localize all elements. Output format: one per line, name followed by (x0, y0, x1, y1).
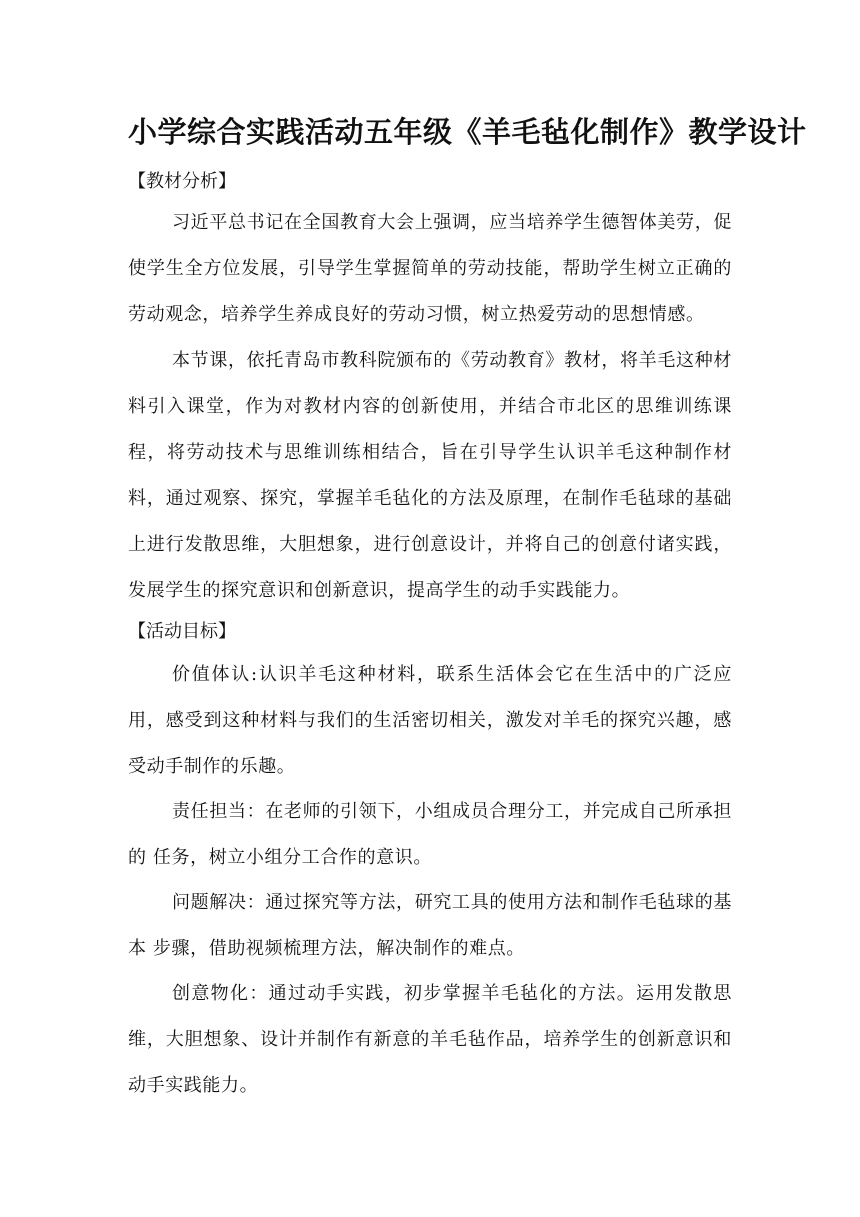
paragraph-value-recognition: 价值体认:认识羊毛这种材料，联系生活体会它在生活中的广泛应用，感受到这种材料与我们的生活密切相关，激发对羊毛的探究兴趣，感受动手制作的乐趣。 (128, 664, 732, 777)
paragraph-problem-solving: 问题解决：通过探究等方法，研究工具的使用方法和制作毛毡球的基本 步骤，借助视频梳理方法，解决制作的难点。 (128, 892, 732, 959)
paragraph-lesson-overview: 本节课，依托青岛市教科院颁布的《劳动教育》教材，将羊毛这种材料引入课堂，作为对教材内容的创新使用，并结合市北区的思维训练课程，将劳动技术与思维训练相结合，旨在引导学生认识羊毛这种制作材料，通过观察、探究，掌握羊毛毡化的方法及原理，在制作毛毡球的基础上进行发散思维，大胆想象，进行创意设计，并将自己的创意付诸实践，发展学生的探究意识和创新意识，提高学生的动手实践能力。 (128, 350, 732, 601)
paragraph-responsibility: 责任担当：在老师的引领下，小组成员合理分工，并完成自己所承担的 任务，树立小组分工合作的意识。 (128, 801, 732, 868)
paragraph-education-conference: 习近平总书记在全国教育大会上强调，应当培养学生德智体美劳，促使学生全方位发展，引导学生掌握简单的劳动技能，帮助学生树立正确的劳动观念，培养学生养成良好的劳动习惯，树立热爱劳动的思想情感。 (128, 212, 732, 325)
document-title: 小学综合实践活动五年级《羊毛毡化制作》教学设计 (128, 115, 807, 149)
section-heading-textbook-analysis: 【教材分析】 (128, 171, 236, 192)
paragraph-creative-making: 创意物化：通过动手实践，初步掌握羊毛毡化的方法。运用发散思维，大胆想象、设计并制作有新意的羊毛毡作品，培养学生的创新意识和动手实践能力。 (128, 983, 732, 1096)
section-heading-activity-goals: 【活动目标】 (128, 621, 236, 642)
